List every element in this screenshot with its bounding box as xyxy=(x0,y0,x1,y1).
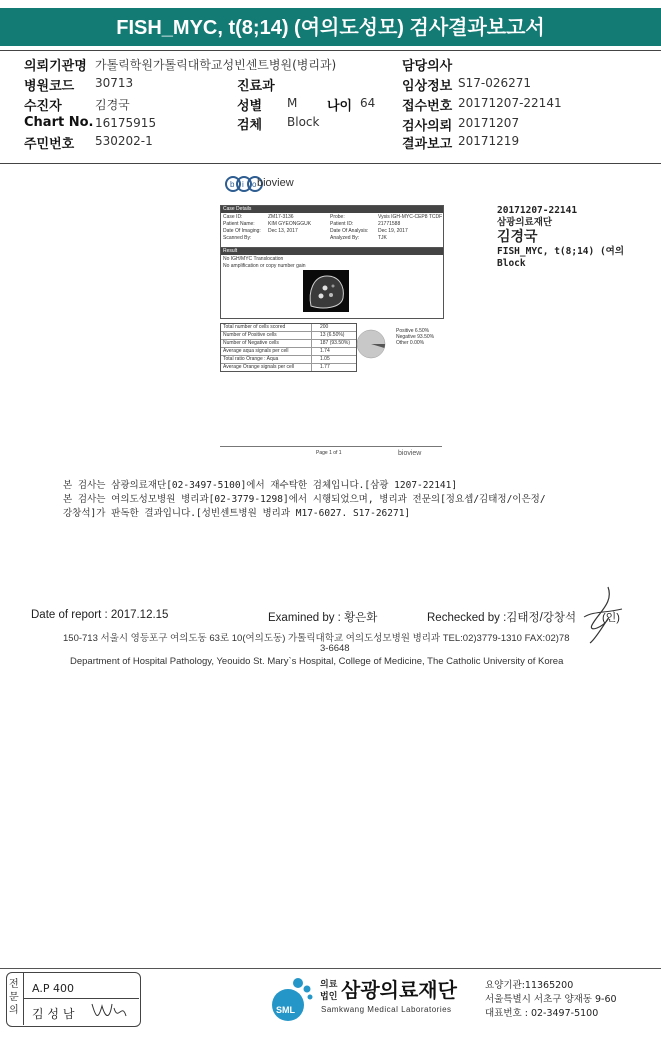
receipt-value: 20171207-22141 xyxy=(458,96,562,110)
clinical-label: 임상정보 xyxy=(402,79,453,94)
address-line: 150-713 서울시 영등포구 여의도동 63로 10(여의도동) 가톨릭대학교 여의도성모병원 병리과 TEL:02)3779-1310 FAX:02)78 xyxy=(63,633,570,644)
result-line-1: No IGH/MYC Translocation xyxy=(223,256,284,262)
sml-logo-icon xyxy=(266,975,316,1025)
header-divider-top xyxy=(0,50,661,51)
label-receipt: 20171207-22141 xyxy=(497,205,578,216)
case-details-box xyxy=(220,205,444,249)
stats-table-row xyxy=(221,340,356,348)
hospital-code-label: 병원코드 xyxy=(24,79,75,94)
specialist-signature xyxy=(88,998,130,1024)
bioview-logo-text: bioview xyxy=(257,177,294,189)
sml-logo-text: SML xyxy=(276,1005,295,1015)
pie-legend xyxy=(396,328,442,346)
stats-key: Number of Negative cells xyxy=(221,340,312,347)
label-specimen: Block xyxy=(497,258,526,269)
result-header: Result xyxy=(221,248,443,255)
age-value: 64 xyxy=(360,96,376,110)
org-type-1: 의료 xyxy=(320,980,338,990)
stats-key: Average Orange signals per cell xyxy=(221,364,312,371)
legend-item-other: Other 0.00% xyxy=(396,340,425,346)
scanned-by-key: Scanned By: xyxy=(223,235,252,241)
age-label: 나이 xyxy=(327,99,353,114)
org-english-name: Samkwang Medical Laboratories xyxy=(321,1005,452,1014)
stats-value: 13 (6.50%) xyxy=(320,332,345,338)
date-analysis-key: Date Of Analysis: xyxy=(330,228,369,234)
page-number: Page 1 of 1 xyxy=(316,450,342,456)
report-title: FISH_MYC, t(8;14) (여의도성모) 검사결과보고서 xyxy=(0,8,661,46)
org-address: 서울특별시 서초구 양재동 9-60 xyxy=(485,994,617,1005)
stats-value: 200 xyxy=(320,324,329,330)
note-line-2: 본 검사는 여의도성모병원 병리과[02-3779-1298]에서 시행되었으며, 병리과 전문의[정요셉/김태정/이은정/ xyxy=(63,494,546,505)
specialist-label: 전문의 xyxy=(9,979,19,1016)
svg-text:i: i xyxy=(242,180,244,189)
stats-key: Total number of cells scored xyxy=(221,324,312,331)
stats-table-row xyxy=(221,356,356,364)
date-imaging-value: Dec 13, 2017 xyxy=(268,228,298,234)
svg-text:o: o xyxy=(252,180,257,189)
analyzed-by-key: Analyzed By: xyxy=(330,235,360,241)
specialist-code: A.P 400 xyxy=(32,982,74,995)
sex-value: M xyxy=(287,96,298,110)
patient-label: 수진자 xyxy=(24,99,62,114)
legend-item-negative: Negative 93.50% xyxy=(396,334,435,340)
label-patient: 김경국 xyxy=(497,229,538,245)
specimen-label: 검체 xyxy=(237,118,263,133)
specialist-signature-icon xyxy=(88,998,130,1024)
seal-mark: (인) xyxy=(602,612,620,624)
stats-key: Number of Positive cells xyxy=(221,332,312,339)
department-line: Department of Hospital Pathology, Yeouido St. Mary`s Hospital, College of Medicine, The Catholic University of Korea xyxy=(70,656,564,667)
org-phone: 대표번호 : 02-3497-5100 xyxy=(485,1008,599,1019)
request-label: 검사의뢰 xyxy=(402,119,453,134)
sex-label: 성별 xyxy=(237,99,263,114)
result-date-value: 20171219 xyxy=(458,134,520,148)
stats-value: 187 (93.50%) xyxy=(320,340,351,346)
report-date: Date of report : 2017.12.15 xyxy=(31,609,169,621)
receipt-label: 접수번호 xyxy=(402,99,453,114)
legend-item-positive: Positive 6.50% xyxy=(396,328,430,334)
probe-key: Probe: xyxy=(330,214,345,220)
svg-text:b: b xyxy=(230,180,235,189)
case-id-value: ZM17-3136 xyxy=(268,214,294,220)
address-line-2: 3-6648 xyxy=(320,643,350,654)
stats-table-row xyxy=(221,332,356,340)
org-name: 삼광의료재단 xyxy=(341,978,457,1002)
stats-table-row xyxy=(221,348,356,356)
doctor-label: 담당의사 xyxy=(402,59,453,74)
specimen-value: Block xyxy=(287,115,320,129)
patient-id-value: 21771588 xyxy=(378,221,401,227)
patient-name-key: Patient Name: xyxy=(223,221,255,227)
stats-value: 1.05 xyxy=(320,356,330,362)
bioview-footer-logo: bioview xyxy=(398,450,422,457)
analyzed-by-value: TJK xyxy=(378,235,387,241)
dept-label: 진료과 xyxy=(237,79,275,94)
org-code: 요양기관:11365200 xyxy=(485,980,574,991)
stats-value: 1.77 xyxy=(320,364,330,370)
rechecked-by: Rechecked by :김태정/강창석 xyxy=(427,612,577,624)
clinical-value: S17-026271 xyxy=(458,76,532,90)
stats-table xyxy=(220,323,357,372)
patient-value: 김경국 xyxy=(95,98,130,112)
stats-table-row xyxy=(221,324,356,332)
label-org: 삼광의료재단 xyxy=(497,217,553,228)
chart-value: 16175915 xyxy=(95,116,157,130)
fish-cell-image xyxy=(303,270,349,312)
stats-key: Average aqua signals per cell xyxy=(221,348,312,355)
case-details-header: Case Details xyxy=(221,206,443,213)
header-divider-bottom xyxy=(0,163,661,164)
bottom-divider xyxy=(0,968,661,969)
fish-cell-icon xyxy=(303,270,349,312)
sml-logo xyxy=(266,975,316,1025)
result-date-label: 결과보고 xyxy=(402,137,453,152)
date-imaging-key: Date Of Imaging: xyxy=(223,228,261,234)
page-divider xyxy=(220,446,442,447)
examined-by: Examined by : 황은화 xyxy=(268,612,378,624)
stats-key: Total ratio Orange : Aqua xyxy=(221,356,312,363)
chart-label: Chart No. xyxy=(24,115,94,130)
id-value: 530202-1 xyxy=(95,134,153,148)
patient-name-value: KIM GYEONGGUK xyxy=(268,221,312,227)
pie-chart-svg xyxy=(355,328,387,360)
stats-table-row xyxy=(221,364,356,371)
label-test: FISH_MYC, t(8;14) (여의 xyxy=(497,246,625,257)
org-type-2: 법인 xyxy=(320,992,338,1002)
request-value: 20171207 xyxy=(458,116,520,130)
stats-value: 1.74 xyxy=(320,348,330,354)
case-id-key: Case ID: xyxy=(223,214,243,220)
specimen-label-sticker xyxy=(497,205,629,270)
probe-value: Vysis IGH-MYC-CEP8 TCDF xyxy=(378,214,443,220)
institution-value: 가톨릭학원가톨릭대학교성빈센트병원(병리과) xyxy=(95,58,337,72)
specialist-name: 김 성 남 xyxy=(32,1007,75,1021)
result-line-2: No amplification or copy number gain xyxy=(223,263,306,269)
note-line-1: 본 검사는 삼광의료재단[02-3497-5100]에서 재수탁한 검체입니다.[삼광 1207-22141] xyxy=(63,480,458,491)
hospital-code-value: 30713 xyxy=(95,76,134,90)
note-line-3: 강창석]가 판독한 결과입니다.[성빈센트병원 병리과 M17-6027. S17-26271] xyxy=(63,508,411,519)
id-label: 주민번호 xyxy=(24,137,75,152)
patient-id-key: Patient ID: xyxy=(330,221,354,227)
pie-chart xyxy=(355,328,387,360)
date-analysis-value: Dec 19, 2017 xyxy=(378,228,408,234)
institution-label: 의뢰기관명 xyxy=(24,59,87,74)
